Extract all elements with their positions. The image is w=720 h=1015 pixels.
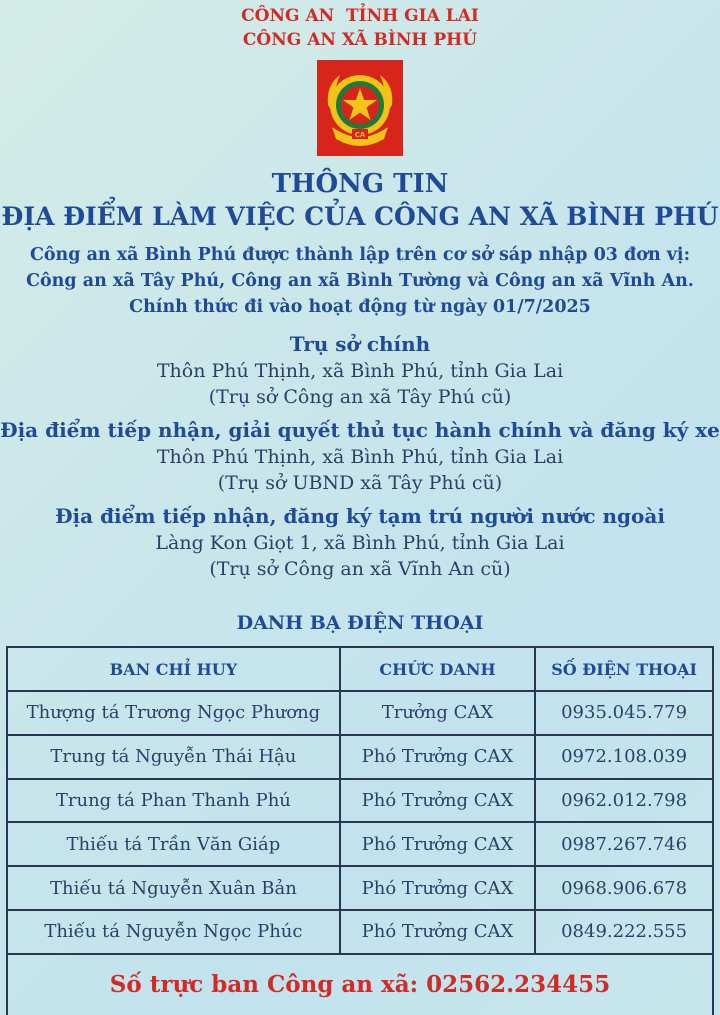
leader-position: Phó Trưởng CAX	[340, 735, 535, 779]
police-emblem-icon	[317, 60, 403, 156]
leader-name: Thiếu tá Trần Văn Giáp	[7, 822, 340, 866]
leader-phone[interactable]: 0987.267.746	[535, 822, 713, 866]
section-heading: Địa điểm tiếp nhận, giải quyết thủ tục hành chính và đăng ký xe	[0, 418, 720, 442]
org-line-commune: CÔNG AN XÃ BÌNH PHÚ	[242, 30, 478, 50]
phone-directory-table	[6, 646, 714, 1015]
section-note: (Trụ sở Công an xã Tây Phú cũ)	[208, 386, 512, 408]
title-line-1: THÔNG TIN	[271, 169, 449, 199]
leader-position: Phó Trưởng CAX	[340, 822, 535, 866]
leader-position: Phó Trưởng CAX	[340, 910, 535, 954]
table-row	[7, 866, 713, 910]
section-admin-procedures	[0, 416, 720, 496]
leader-position: Phó Trưởng CAX	[340, 779, 535, 823]
section-foreign-residence	[0, 502, 720, 582]
column-header-phone: SỐ ĐIỆN THOẠI	[535, 647, 713, 691]
section-address: Thôn Phú Thịnh, xã Bình Phú, tỉnh Gia Lai	[156, 446, 564, 468]
leader-position: Trưởng CAX	[340, 691, 535, 735]
intro-line: Công an xã Tây Phú, Công an xã Bình Tường và Công an xã Vĩnh An.	[26, 271, 694, 291]
duty-hotline[interactable]: Số trực ban Công an xã: 02562.234455	[7, 954, 713, 1015]
section-address: Thôn Phú Thịnh, xã Bình Phú, tỉnh Gia Lai	[156, 360, 564, 382]
leader-phone[interactable]: 0849.222.555	[535, 910, 713, 954]
table-row	[7, 910, 713, 954]
section-headquarters	[0, 330, 720, 410]
hotline-row	[7, 954, 713, 1015]
leader-name: Trung tá Phan Thanh Phú	[7, 779, 340, 823]
leader-name: Thiếu tá Nguyễn Xuân Bản	[7, 866, 340, 910]
title-line-2: ĐỊA ĐIỂM LÀM VIỆC CỦA CÔNG AN XÃ BÌNH PHÚ	[1, 202, 719, 231]
table-header-row	[7, 647, 713, 691]
table-row	[7, 822, 713, 866]
table-row	[7, 735, 713, 779]
leader-name: Trung tá Nguyễn Thái Hậu	[7, 735, 340, 779]
table-row	[7, 691, 713, 735]
leader-phone[interactable]: 0962.012.798	[535, 779, 713, 823]
section-address: Làng Kon Giọt 1, xã Bình Phú, tỉnh Gia Lai	[155, 532, 565, 554]
table-row	[7, 779, 713, 823]
leader-position: Phó Trưởng CAX	[340, 866, 535, 910]
column-header-leader: BAN CHỈ HUY	[7, 647, 340, 691]
column-header-position: CHỨC DANH	[340, 647, 535, 691]
intro-line: Chính thức đi vào hoạt động từ ngày 01/7/2025	[129, 297, 591, 317]
intro-text	[0, 242, 720, 320]
org-line-province: CÔNG AN TỈNH GIA LAI	[241, 6, 479, 26]
page-title	[0, 168, 720, 234]
leader-name: Thượng tá Trương Ngọc Phương	[7, 691, 340, 735]
section-note: (Trụ sở Công an xã Vĩnh An cũ)	[209, 558, 511, 580]
leader-name: Thiếu tá Nguyễn Ngọc Phúc	[7, 910, 340, 954]
organization-header	[0, 0, 720, 52]
directory-title: DANH BẠ ĐIỆN THOẠI	[236, 612, 484, 634]
section-heading: Địa điểm tiếp nhận, đăng ký tạm trú người nước ngoài	[55, 504, 665, 528]
leader-phone[interactable]: 0968.906.678	[535, 866, 713, 910]
leader-phone[interactable]: 0972.108.039	[535, 735, 713, 779]
intro-line: Công an xã Bình Phú được thành lập trên cơ sở sáp nhập 03 đơn vị:	[29, 245, 691, 265]
section-note: (Trụ sở UBND xã Tây Phú cũ)	[217, 472, 503, 494]
svg-text:CA: CA	[354, 131, 366, 139]
leader-phone[interactable]: 0935.045.779	[535, 691, 713, 735]
section-heading: Trụ sở chính	[289, 332, 431, 356]
